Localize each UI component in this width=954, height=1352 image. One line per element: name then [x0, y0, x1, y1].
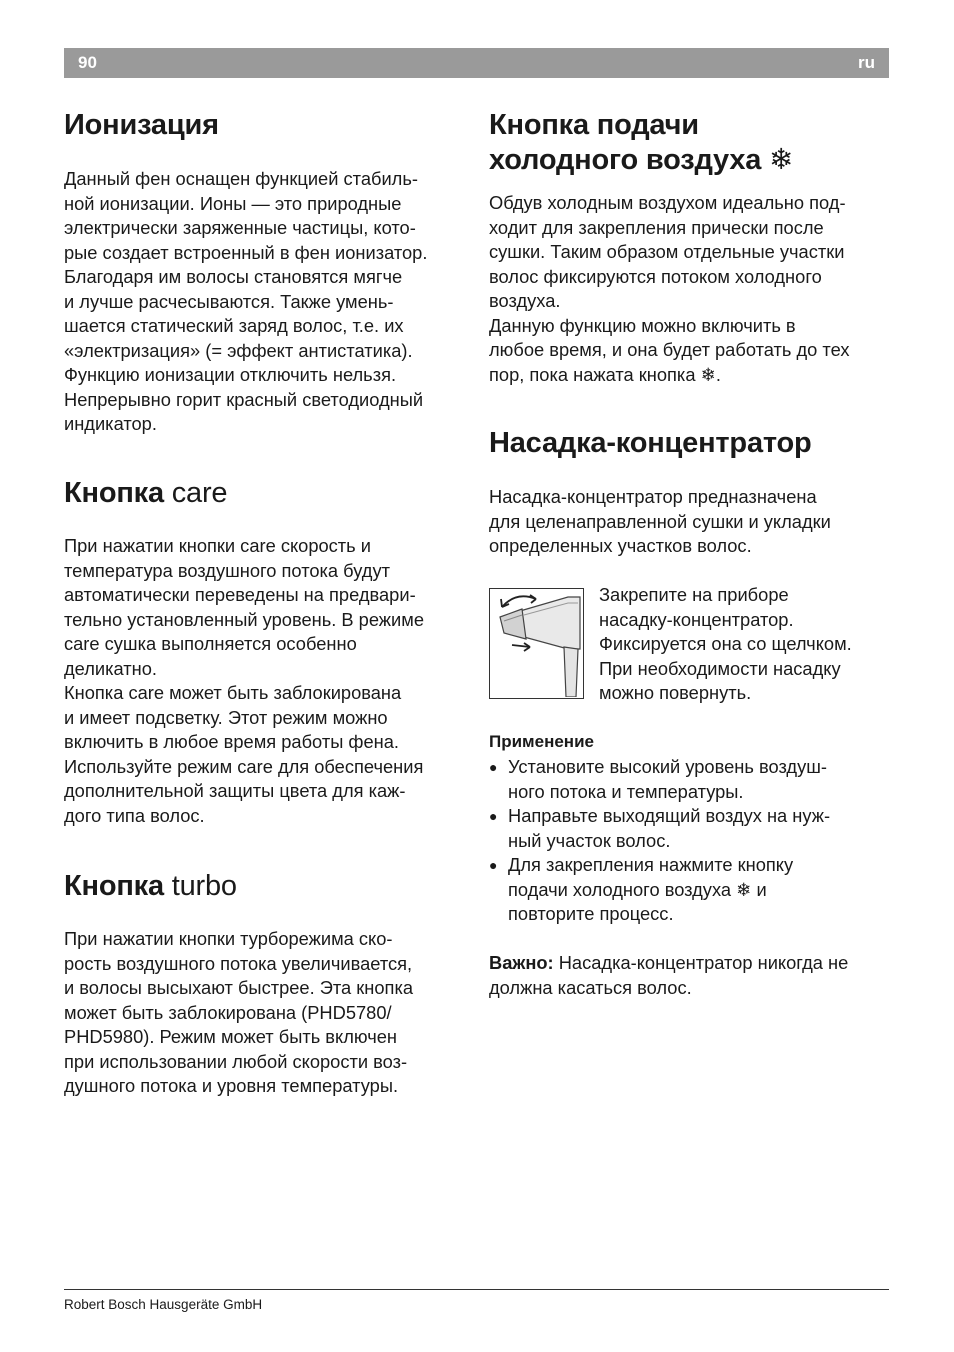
paragraph-line: ходит для закрепления прически после: [489, 216, 824, 238]
care-title-light: care: [171, 477, 228, 509]
list-item-line: ● Направьте выходящий воздух на нуж-: [508, 805, 831, 826]
paragraph-line: индикатор.: [64, 413, 157, 434]
section-title-ionization: Ионизация: [64, 109, 219, 141]
paragraph-line: воздуха.: [489, 290, 561, 311]
usage-title: Применение: [489, 732, 594, 751]
paragraph-line: может быть заблокирована (PHD5780/: [64, 1001, 392, 1023]
paragraph-line: для целенаправленной сушки и укладки: [489, 510, 831, 532]
paragraph-line: Обдув холодным воздухом идеально под-: [489, 192, 846, 213]
turbo-text: [64, 927, 464, 1099]
cold-title-line1: Кнопка подачи: [489, 109, 699, 141]
section-title-concentrator: Насадка-концентратор: [489, 427, 812, 459]
paragraph-line: включить в любое время работы фена.: [64, 731, 399, 752]
paragraph-line: и волосы высыхают быстрее. Эта кнопка: [64, 977, 414, 998]
list-item-line: повторите процесс.: [508, 903, 674, 924]
paragraph-line: PHD5980). Режим может быть включен: [64, 1026, 397, 1047]
paragraph-line: волос фиксируются потоком холодного: [489, 265, 822, 287]
list-item-line: подачи холодного воздуха ❄ и: [508, 878, 767, 900]
paragraph-line: и лучше расчесываются. Также умень-: [64, 290, 394, 312]
paragraph-line: Данный фен оснащен функцией стабиль-: [64, 168, 418, 189]
cold-air-text: [489, 191, 889, 387]
paragraph-line: Функцию ионизации отключить нельзя.: [64, 364, 397, 385]
hair-dryer-concentrator-illustration: [489, 588, 584, 699]
important-text-2: должна касаться волос.: [489, 976, 692, 998]
paragraph-line: «электризация» (= эффект антистатика).: [64, 339, 413, 361]
paragraph-line: При нажатии кнопки турборежима ско-: [64, 928, 393, 949]
paragraph-line: Закрепите на приборе: [599, 584, 789, 605]
paragraph-line: рость воздушного потока увеличивается,: [64, 952, 413, 974]
paragraph-line: дополнительной защиты цвета для каж-: [64, 780, 406, 801]
paragraph-line: тельно установленный уровень. В режиме: [64, 608, 424, 630]
paragraph-line: при использовании любой скорости воз-: [64, 1050, 408, 1072]
paragraph-line: и имеет подсветку. Этот режим можно: [64, 706, 388, 728]
section-title-care: [64, 476, 227, 511]
paragraph-line: ной ионизации. Ионы — это природные: [64, 192, 402, 214]
section-title-turbo: [64, 869, 237, 904]
paragraph-line: любое время, и она будет работать до тех: [489, 339, 850, 360]
paragraph-line: дого типа волос.: [64, 804, 205, 826]
usage-list-item: [489, 755, 889, 804]
important-note: [489, 951, 889, 1000]
page-number: 90: [78, 53, 97, 72]
cold-title-line2: холодного воздуха ❄: [489, 144, 794, 176]
paragraph-line: электрически заряженные частицы, кото-: [64, 217, 416, 238]
turbo-title-bold: Кнопка: [64, 870, 164, 902]
ionization-text: [64, 167, 464, 437]
section-title-cold-air: [489, 108, 793, 178]
paragraph-line: сушки. Таким образом отдельные участки: [489, 241, 845, 262]
list-item-line: ный участок волос.: [508, 829, 671, 851]
paragraph-line: автоматически переведены на предвари-: [64, 584, 416, 605]
usage-list-item: [489, 853, 889, 927]
paragraph-line: При необходимости насадку: [599, 657, 841, 679]
footer-divider: [64, 1289, 889, 1290]
paragraph-line: деликатно.: [64, 657, 157, 679]
paragraph-line: определенных участков волос.: [489, 535, 752, 556]
paragraph-line: Непрерывно горит красный светодиодный: [64, 388, 424, 410]
care-text: [64, 534, 464, 828]
list-item-line: ного потока и температуры.: [508, 780, 744, 802]
figure-caption-text: [599, 583, 889, 706]
list-item-line: ● Установите высокий уровень воздуш-: [508, 756, 827, 777]
paragraph-line: можно повернуть.: [599, 682, 752, 703]
paragraph-line: care сушка выполняется особенно: [64, 633, 357, 654]
page-header-bar: [64, 48, 889, 78]
language-code: ru: [858, 53, 875, 72]
paragraph-line: Кнопка care может быть заблокирована: [64, 682, 402, 703]
paragraph-line: Благодаря им волосы становятся мягче: [64, 266, 403, 287]
paragraph-line: Используйте режим care для обеспечения: [64, 755, 424, 777]
usage-list: [489, 755, 889, 927]
list-item-line: ● Для закрепления нажмите кнопку: [508, 854, 794, 875]
important-text-1: Насадка-концентратор никогда не: [553, 952, 849, 973]
concentrator-text: [489, 485, 889, 559]
paragraph-line: температура воздушного потока будут: [64, 559, 390, 581]
paragraph-line: душного потока и уровня температуры.: [64, 1075, 399, 1096]
paragraph-line: Данную функцию можно включить в: [489, 314, 796, 336]
paragraph-line: Насадка-концентратор предназначена: [489, 486, 817, 507]
paragraph-line: насадку-концентратор.: [599, 608, 794, 630]
paragraph-line: шается статический заряд волос, т.е. их: [64, 315, 404, 336]
paragraph-line: При нажатии кнопки care скорость и: [64, 535, 371, 556]
usage-list-item: [489, 804, 889, 853]
important-label: Важно:: [489, 952, 554, 973]
hair-dryer-icon: [490, 589, 582, 697]
footer-company: Robert Bosch Hausgeräte GmbH: [64, 1297, 263, 1312]
paragraph-line: рые создает встроенный в фен ионизатор.: [64, 241, 428, 263]
turbo-title-light: turbo: [171, 870, 237, 902]
care-title-bold: Кнопка: [64, 477, 164, 509]
paragraph-line: пор, пока нажата кнопка ❄.: [489, 363, 721, 385]
paragraph-line: Фиксируется она со щелчком.: [599, 633, 852, 654]
